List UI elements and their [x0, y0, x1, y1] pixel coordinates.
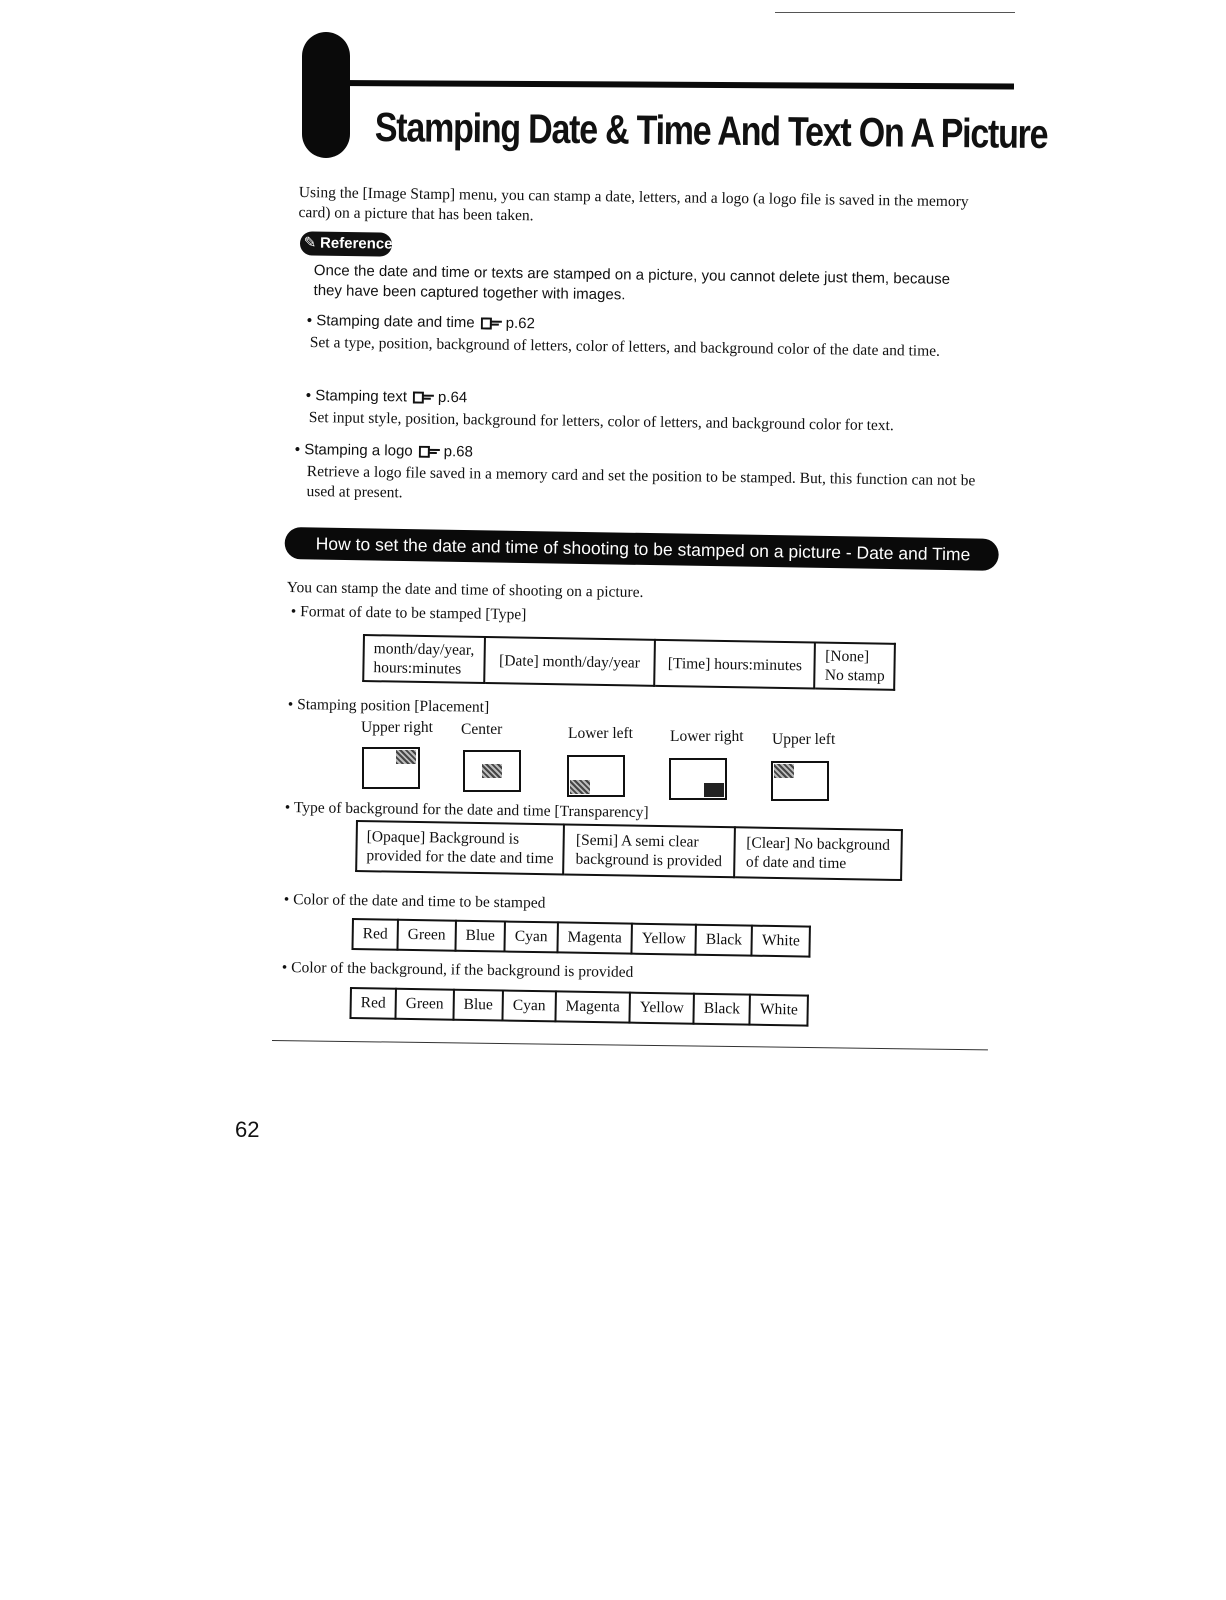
format-option-none: [815, 643, 896, 690]
bg-color-option-magenta: Magenta: [555, 991, 630, 1022]
position-label-text: Stamping position [Placement]: [297, 696, 490, 716]
transparency-option-semi: [563, 824, 734, 877]
transparency-option-opaque: [356, 821, 564, 874]
transparency-option-line: background is provided: [575, 850, 723, 871]
position-name-center: Center: [461, 721, 503, 738]
bg-color-option-blue: Blue: [453, 990, 503, 1021]
bg-color-option-yellow: Yellow: [630, 993, 695, 1024]
intro-paragraph: Using the [Image Stamp] menu, you can stamp a date, letters, and a logo (a logo file is saved in the memory card) on a picture that has been taken.: [298, 183, 969, 225]
format-option-line: [None]: [825, 647, 870, 666]
stamp-marker: [774, 764, 794, 778]
bottom-rule: [272, 1040, 988, 1050]
transparency-option-line: [Opaque] Background is: [366, 828, 520, 848]
color-option-black: Black: [696, 925, 753, 956]
page-number: 62: [235, 1117, 260, 1142]
format-option-date: [484, 637, 655, 686]
position-box-lower-right: [669, 758, 727, 800]
transparency-option-clear: [734, 827, 903, 880]
bg-color-option-green: Green: [395, 989, 453, 1020]
color-option-blue: Blue: [455, 921, 505, 952]
pencil-icon: ✎: [303, 234, 317, 252]
item-title: Stamping a logo: [304, 441, 413, 460]
position-name-upper-right: Upper right: [361, 719, 433, 736]
bg-color-option-cyan: Cyan: [503, 991, 556, 1022]
item-page-link[interactable]: p.62: [505, 314, 536, 333]
color-option-cyan: Cyan: [505, 922, 558, 953]
position-box-upper-right: [362, 747, 420, 789]
item-description: Set input style, position, background for letters, color of letters, and background color for text.: [308, 408, 894, 435]
item-title: Stamping text: [315, 387, 408, 406]
transparency-option-line: provided for the date and time: [366, 847, 554, 868]
stamp-marker: [570, 780, 590, 794]
chapter-tab: [302, 32, 350, 158]
format-option-line: [Time] hours:minutes: [667, 654, 803, 674]
color-option-white: White: [752, 926, 810, 957]
transparency-label-text: Type of background for the date and time [Transparency]: [293, 799, 649, 822]
transparency-option-line: [Clear] No background: [746, 834, 891, 854]
text-color-table: [351, 918, 811, 958]
background-color-table: [349, 987, 809, 1027]
bg-color-option-white: White: [750, 995, 808, 1026]
format-option-time: [654, 640, 815, 689]
list-item-date-time: • Stamping date and time p.62: [306, 311, 536, 333]
item-description: Retrieve a logo file saved in a memory card and set the position to be stamped. But, this function can not be used at present.: [306, 462, 976, 502]
text-color-label-text: Color of the date and time to be stamped: [293, 891, 546, 912]
position-name-lower-left: Lower left: [568, 725, 633, 742]
color-option-magenta: Magenta: [557, 922, 632, 953]
color-option-yellow: Yellow: [632, 924, 697, 955]
position-box-center: [463, 750, 521, 792]
list-item-text: • Stamping text p.64: [305, 386, 468, 407]
stamp-marker: [396, 750, 416, 764]
format-option-datetime: [363, 635, 484, 683]
transparency-label: • Type of background for the date and time [Transparency]: [284, 798, 649, 822]
format-option-line: month/day/year,: [373, 640, 475, 659]
item-page-link[interactable]: p.64: [437, 388, 468, 407]
position-box-upper-left: [771, 761, 829, 801]
format-option-line: [Date] month/day/year: [498, 651, 640, 672]
reference-note: Once the date and time or texts are stamped on a picture, you cannot delete just them, because they have been captured together with images.: [313, 261, 951, 304]
bg-color-option-red: Red: [350, 988, 395, 1019]
list-item-logo: • Stamping a logo p.68: [294, 440, 473, 461]
bg-color-option-black: Black: [694, 994, 751, 1025]
page-reference-icon: [481, 317, 503, 329]
item-description: Set a type, position, background of letters, color of letters, and background color of the date and time.: [309, 333, 941, 360]
page-reference-icon: [413, 391, 435, 403]
page-reference-icon: [419, 446, 441, 458]
text-color-label: • Color of the date and time to be stamped: [283, 890, 546, 912]
transparency-table: [355, 820, 903, 881]
format-table: [362, 634, 896, 691]
color-option-red: Red: [352, 919, 397, 950]
position-name-lower-right: Lower right: [670, 728, 744, 745]
top-rule: [775, 12, 1015, 13]
background-color-label-text: Color of the background, if the background is provided: [291, 959, 634, 981]
transparency-option-line: [Semi] A semi clear: [575, 831, 699, 851]
position-box-lower-left: [567, 755, 625, 797]
position-name-upper-left: Upper left: [772, 731, 836, 748]
transparency-option-line: of date and time: [745, 853, 847, 873]
format-label: • Format of date to be stamped [Type]: [290, 602, 527, 624]
format-label-text: Format of date to be stamped [Type]: [300, 603, 527, 624]
page-title: Stamping Date & Time And Text On A Picture: [374, 104, 1048, 158]
color-option-green: Green: [397, 920, 455, 951]
format-option-line: No stamp: [824, 666, 885, 685]
section-intro: You can stamp the date and time of shooting on a picture.: [286, 578, 644, 601]
item-title: Stamping date and time: [316, 312, 475, 332]
stamp-marker: [704, 783, 724, 797]
reference-badge-label: Reference: [319, 234, 393, 253]
section-banner: How to set the date and time of shooting to be stamped on a picture - Date and Time: [284, 527, 998, 571]
background-color-label: • Color of the background, if the background is provided: [281, 958, 634, 981]
position-label: • Stamping position [Placement]: [287, 695, 490, 716]
format-option-line: hours:minutes: [373, 659, 462, 678]
item-page-link[interactable]: p.68: [443, 443, 473, 461]
stamp-marker: [482, 764, 502, 778]
title-rule: [338, 80, 1014, 90]
reference-badge: [300, 231, 392, 256]
